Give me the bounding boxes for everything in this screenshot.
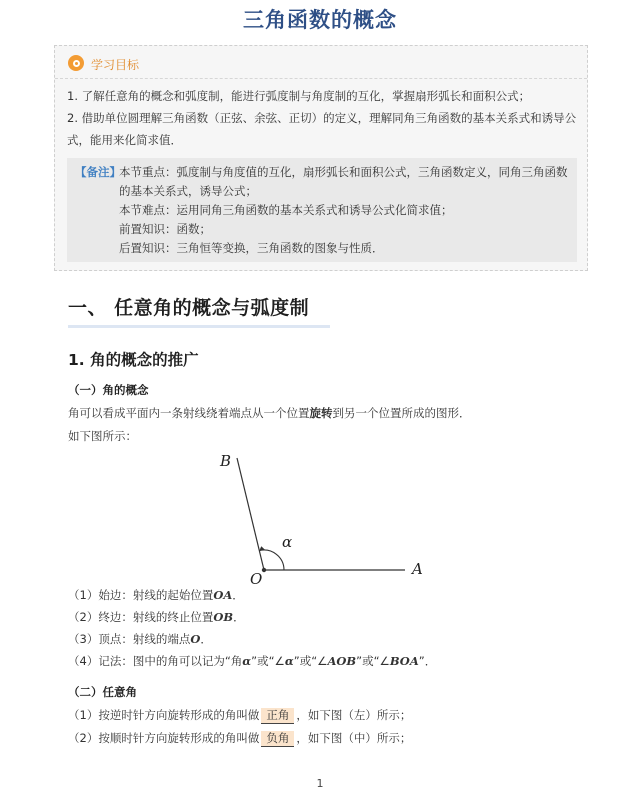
item-text: ． (233, 610, 245, 624)
item-text: （2）按顺时针方向旋转形成的角叫做 (68, 731, 260, 745)
learning-goals-label: 学习目标 (91, 58, 140, 72)
goal-item: 2. 借助单位圆理解三角函数（正弦、余弦、正切）的定义，理解同角三角函数的基本关系式和诱导公 (67, 111, 577, 125)
list-item (68, 587, 244, 603)
math-symbol: O (190, 632, 201, 646)
remarks-lines (119, 163, 568, 258)
item-text: （4）记法：图中的角可以记为“角 (68, 654, 243, 668)
remark-line: 本节重点：弧度制与角度值的互化，扇形弧长和面积公式，三角函数定义，同角三角函数 (119, 165, 568, 179)
angle-figure (200, 446, 440, 586)
math-symbol: OA (213, 588, 233, 602)
item-text: （2）终边：射线的终止位置 (68, 610, 214, 624)
remark-line: 前置知识：函数； (119, 222, 211, 236)
item-text: ”． (418, 654, 437, 668)
label-o: O (250, 570, 263, 586)
item-text: ，如下图（中）所示； (296, 731, 412, 745)
page-number: 1 (316, 777, 324, 790)
item-text: ． (200, 632, 212, 646)
answer-blank: 负角 (261, 731, 294, 747)
angle-definition (68, 405, 471, 421)
definition-text: 角可以看成平面内一条射线绕着端点从一个位置 (68, 406, 310, 420)
part-heading: （一）角的概念 (68, 383, 149, 397)
section-heading-underline (68, 325, 330, 328)
math-symbol: BOA (389, 654, 419, 668)
definition-bold: 旋转 (309, 406, 333, 420)
math-symbol: AOB (327, 654, 357, 668)
label-a: A (412, 560, 423, 578)
label-alpha: α (282, 533, 293, 551)
goal-item: 式，能用来化简求值． (67, 133, 182, 147)
list-item (68, 631, 212, 647)
label-b: B (220, 452, 232, 470)
subsection-heading: 1. 角的概念的推广 (68, 351, 199, 369)
item-text: ”或“∠ (356, 654, 390, 668)
item-text: （1）始边：射线的起始位置 (68, 588, 214, 602)
list-item (68, 730, 411, 747)
learning-goals-box (54, 45, 588, 271)
remarks-box (67, 158, 577, 262)
figure-intro: 如下图所示： (68, 429, 137, 443)
page-title: 三角函数的概念 (243, 8, 397, 32)
item-text: ”或“∠ (251, 654, 285, 668)
arc-arrowhead (259, 546, 265, 550)
remark-line: 的基本关系式，诱导公式； (119, 184, 257, 198)
item-text: ”或“∠ (293, 654, 328, 668)
learning-goals-text (67, 85, 579, 151)
remark-line: 本节难点：运用同角三角函数的基本关系式和诱导公式化简求值； (119, 203, 453, 217)
vertex-point (262, 568, 266, 572)
list-item (68, 707, 411, 724)
remarks-tag: 【备注】 (75, 165, 121, 179)
math-symbol: OB (213, 610, 234, 624)
item-text: （3）顶点：射线的端点 (68, 632, 191, 646)
list-item (68, 653, 436, 669)
list-item (68, 609, 245, 625)
remark-line: 后置知识：三角恒等变换，三角函数的图象与性质． (119, 241, 384, 255)
item-text: ． (232, 588, 244, 602)
goal-item: 1. 了解任意角的概念和弧度制，能进行弧度制与角度制的互化，掌握扇形弧长和面积公式； (67, 89, 531, 103)
learning-goals-header (55, 46, 587, 79)
item-text: ，如下图（左）所示； (296, 708, 412, 722)
definition-text: 到另一个位置所成的图形． (332, 406, 471, 420)
math-symbol: α (242, 654, 252, 668)
target-icon (68, 55, 84, 71)
item-text: （1）按逆时针方向旋转形成的角叫做 (68, 708, 260, 722)
answer-blank: 正角 (261, 708, 294, 724)
part-heading: （二）任意角 (68, 685, 137, 699)
math-symbol: α (284, 654, 294, 668)
ray-ob (237, 458, 264, 570)
section-heading: 一、 任意角的概念与弧度制 (68, 297, 310, 319)
